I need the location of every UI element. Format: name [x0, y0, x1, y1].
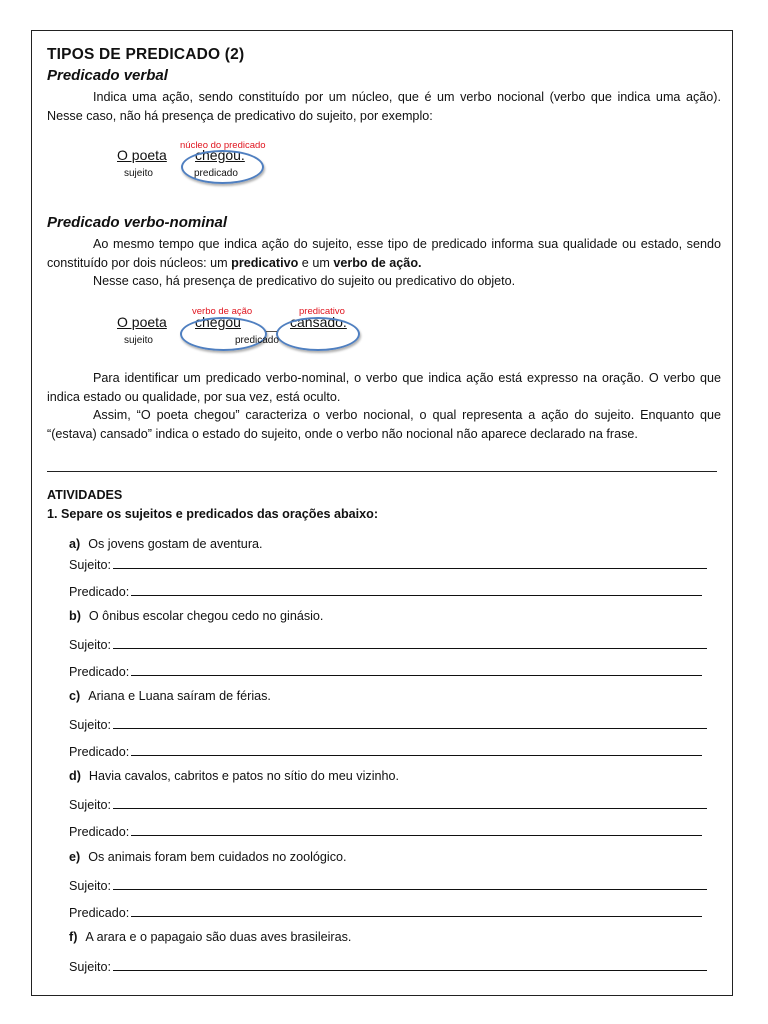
section2-text-3: Para identificar um predicado verbo-nominal, o verbo que indica ação está expresso na oração. O verbo que indica estado ou qualidade, por sua vez, está oculto. [47, 371, 721, 404]
sujeito-blank[interactable] [113, 969, 707, 971]
item-sentence: A arara e o papagaio são duas aves brasileiras. [85, 930, 352, 944]
activity-item-d [69, 769, 399, 783]
section2-text-1-mid: e um [298, 255, 334, 270]
sujeito-label: Sujeito: [69, 879, 112, 893]
example2-label-sujeito: sujeito [124, 335, 153, 346]
predicado-label: Predicado: [69, 745, 130, 759]
sujeito-label: Sujeito: [69, 638, 112, 652]
item-sentence: Ariana e Luana saíram de férias. [88, 689, 271, 703]
example2-predicative: cansado. [290, 314, 347, 330]
answer-row-predicado-b[interactable] [69, 661, 702, 679]
answer-row-sujeito-e[interactable] [69, 875, 707, 893]
section2-bold-verbo-de-acao: verbo de ação. [333, 255, 422, 270]
predicado-blank[interactable] [131, 594, 702, 596]
item-sentence: Havia cavalos, cabritos e patos no sítio do meu vizinho. [88, 769, 399, 783]
section1-text: Indica uma ação, sendo constituído por um núcleo, que é um verbo nocional (verbo que indica uma ação). Nesse caso, não há presença de predicativo do sujeito, por exemplo: [47, 90, 721, 123]
answer-row-sujeito-c[interactable] [69, 714, 707, 732]
predicado-blank[interactable] [131, 674, 702, 676]
activity-item-e [69, 850, 347, 864]
section2-paragraph [47, 235, 721, 291]
answer-row-predicado-c[interactable] [69, 741, 702, 759]
example2-predicative-oval [276, 317, 360, 351]
predicado-label: Predicado: [69, 585, 130, 599]
example2-label-predicado: predicado [235, 335, 279, 346]
answer-row-predicado-a[interactable] [69, 581, 702, 599]
label-nucleo-do-predicado: núcleo do predicado [180, 140, 266, 151]
section2-text-1-start: Ao mesmo tempo que indica ação do sujeito, esse tipo de predicado informa sua qualidade ou estado, sendo constituído por dois núcleos: um [47, 237, 721, 270]
section2-explanation [47, 369, 721, 443]
section-heading-predicado-verbo-nominal: Predicado verbo-nominal [47, 214, 228, 231]
example2-verb: chegou [195, 314, 241, 330]
label-predicativo: predicativo [299, 306, 345, 317]
section2-text-2: Nesse caso, há presença de predicativo do sujeito ou predicativo do objeto. [93, 274, 516, 289]
answer-row-predicado-d[interactable] [69, 821, 702, 839]
activities-question: 1. Separe os sujeitos e predicados das orações abaixo: [47, 507, 379, 521]
sujeito-blank[interactable] [113, 647, 707, 649]
section1-paragraph [47, 88, 721, 125]
sujeito-label: Sujeito: [69, 960, 112, 974]
section2-text-1 [47, 235, 721, 272]
activity-item-b [69, 609, 323, 623]
item-sentence: Os animais foram bem cuidados no zoológico. [88, 850, 347, 864]
sujeito-blank[interactable] [113, 888, 707, 890]
item-sentence: Os jovens gostam de aventura. [88, 537, 263, 551]
item-sentence: O ônibus escolar chegou cedo no ginásio. [88, 609, 324, 623]
sujeito-label: Sujeito: [69, 798, 112, 812]
example2-subject: O poeta [117, 314, 167, 330]
example2-connector [266, 331, 277, 332]
predicado-blank[interactable] [131, 834, 702, 836]
predicado-blank[interactable] [131, 754, 702, 756]
item-letter: e) [69, 850, 81, 864]
section-divider [47, 471, 717, 472]
activity-item-a [69, 537, 263, 551]
item-letter: a) [69, 537, 81, 551]
predicado-label: Predicado: [69, 906, 130, 920]
answer-row-sujeito-b[interactable] [69, 634, 707, 652]
activity-item-c [69, 689, 271, 703]
predicado-label: Predicado: [69, 825, 130, 839]
answer-row-predicado-e[interactable] [69, 902, 702, 920]
sujeito-label: Sujeito: [69, 718, 112, 732]
item-letter: f) [69, 930, 78, 944]
section2-bold-predicativo: predicativo [231, 255, 299, 270]
example1-label-predicado: predicado [194, 168, 238, 179]
answer-row-sujeito-d[interactable] [69, 794, 707, 812]
label-verbo-de-acao: verbo de ação [192, 306, 253, 317]
item-letter: b) [69, 609, 81, 623]
answer-row-sujeito-f[interactable] [69, 956, 707, 974]
section2-text-4: Assim, “O poeta chegou” caracteriza o verbo nocional, o qual representa a ação do sujeito. Enquanto que “(estava) cansado” indica o estado do sujeito, onde o verbo não nocional não aparece declarado na frase. [47, 408, 721, 441]
activities-heading: ATIVIDADES [47, 488, 123, 502]
page-title: TIPOS DE PREDICADO (2) [47, 46, 245, 63]
predicado-blank[interactable] [131, 915, 702, 917]
sujeito-label: Sujeito: [69, 558, 112, 572]
example1-subject: O poeta [117, 147, 167, 163]
sujeito-blank[interactable] [113, 727, 707, 729]
sujeito-blank[interactable] [113, 807, 707, 809]
activity-item-f [69, 930, 351, 944]
predicado-label: Predicado: [69, 665, 130, 679]
item-letter: c) [69, 689, 81, 703]
section-heading-predicado-verbal: Predicado verbal [47, 67, 168, 84]
example1-verb: chegou. [195, 147, 245, 163]
item-letter: d) [69, 769, 81, 783]
answer-row-sujeito-a[interactable] [69, 554, 707, 572]
example1-label-sujeito: sujeito [124, 168, 153, 179]
sujeito-blank[interactable] [113, 567, 707, 569]
